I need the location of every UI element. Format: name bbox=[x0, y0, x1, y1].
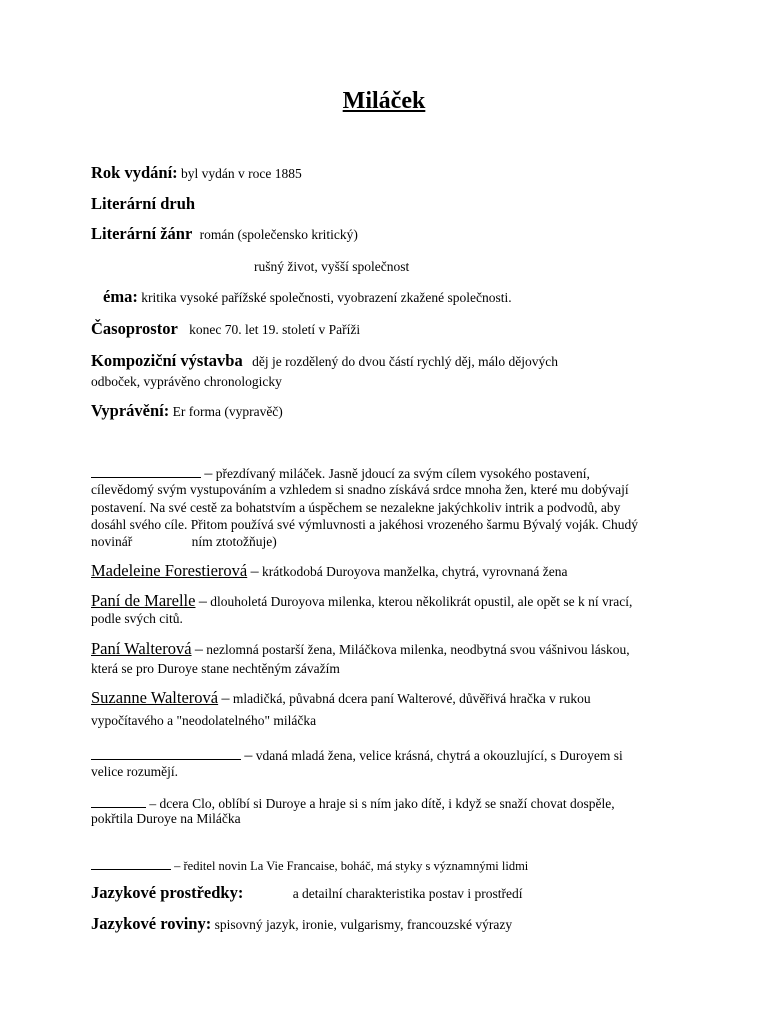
blank-line bbox=[91, 463, 201, 478]
marelle-desc-1: dlouholetá Duroyova milenka, kterou několikrát opustil, ale opět se k ní vrací, bbox=[210, 594, 633, 609]
casoprostor-label: Časoprostor bbox=[91, 319, 178, 338]
blank2-desc-2: velice rozumějí. bbox=[91, 764, 178, 779]
roviny-value: spisovný jazyk, ironie, vulgarismy, francouzské výrazy bbox=[214, 917, 513, 932]
literarni-druh-row bbox=[91, 195, 195, 214]
literarni-zanr-value: román (společensko kritický) bbox=[199, 227, 358, 242]
blank-line bbox=[91, 793, 146, 808]
madeleine-desc: krátkodobá Duroyova manželka, chytrá, vyrovnaná žena bbox=[261, 564, 568, 579]
page-title: Miláček bbox=[342, 88, 426, 114]
duroy-line-4: dosáhl svého cíle. Přitom používá své výmluvnosti a jakéhosi vrozeného šarmu Bývalý voják. Chudý bbox=[91, 517, 639, 532]
duroy-line-1-row bbox=[91, 463, 590, 483]
dash: – bbox=[244, 747, 253, 764]
blank4-desc: – ředitel novin La Vie Francaise, boháč, má styky s významnými lidmi bbox=[174, 859, 529, 873]
tema-value: kritika vysoké pařížské společnosti, vyobrazení zkažené společnosti. bbox=[141, 290, 512, 305]
vypraveni-label: Vyprávění: bbox=[91, 401, 170, 420]
walterova-desc-2: která se pro Duroye stane nechtěným závažím bbox=[91, 661, 340, 676]
prostredky-row bbox=[91, 884, 522, 903]
tema-row bbox=[103, 288, 512, 307]
casoprostor-row bbox=[91, 320, 360, 339]
dash: – bbox=[198, 593, 207, 610]
blank2-desc-1: vdaná mladá žena, velice krásná, chytrá a okouzlující, s Duroyem si bbox=[255, 748, 623, 763]
roviny-label: Jazykové roviny: bbox=[91, 914, 212, 933]
vypraveni-value: Er forma (vypravěč) bbox=[172, 404, 283, 419]
blank2-row bbox=[91, 745, 623, 765]
duroy-line-1: přezdívaný miláček. Jasně jdoucí za svým cílem vysokého postavení, bbox=[215, 466, 590, 481]
rok-vydani-value: byl vydán v roce 1885 bbox=[181, 166, 302, 181]
marelle-desc-2: podle svých citů. bbox=[91, 611, 183, 626]
kompozice-label: Kompoziční výstavba bbox=[91, 351, 243, 370]
madeleine-row bbox=[91, 562, 567, 581]
roviny-row bbox=[91, 915, 512, 934]
kompozice-value-1: děj je rozdělený do dvou částí rychlý děj, málo dějových bbox=[252, 354, 558, 369]
literarni-zanr-row bbox=[91, 225, 358, 244]
madeleine-name: Madeleine Forestierová bbox=[91, 561, 248, 580]
duroy-line-5b: ním ztotožňuje) bbox=[191, 534, 277, 549]
suzanne-desc-2: vypočítavého a "neodolatelného" miláčka bbox=[91, 713, 317, 728]
blank-line bbox=[91, 855, 171, 870]
literarni-druh-label: Literární druh bbox=[91, 194, 196, 213]
rok-vydani-row bbox=[91, 164, 302, 183]
walterova-desc-1: nezlomná postarší žena, Miláčkova milenka, neodbytná svou vášnivou láskou, bbox=[206, 642, 630, 657]
literarni-zanr-label: Literární žánr bbox=[91, 224, 193, 243]
dash: – bbox=[221, 690, 230, 707]
suzanne-desc-1: mladičká, půvabná dcera paní Walterové, důvěřivá hračka v rukou bbox=[232, 691, 591, 706]
fragment-text: rušný život, vyšší společnost bbox=[254, 259, 410, 274]
marelle-row bbox=[91, 592, 632, 611]
vypraveni-row bbox=[91, 402, 283, 421]
dash: – bbox=[194, 641, 203, 658]
casoprostor-value: konec 70. let 19. století v Paříži bbox=[189, 322, 361, 337]
blank3-desc-2: pokřtila Duroye na Miláčka bbox=[91, 811, 241, 826]
dash: – bbox=[250, 563, 259, 580]
rok-vydani-label: Rok vydání: bbox=[91, 163, 178, 182]
walterova-row bbox=[91, 640, 630, 659]
walterova-name: Paní Walterová bbox=[91, 639, 192, 658]
blank4-row bbox=[91, 855, 528, 875]
blank3-desc-1: – dcera Clo, oblíbí si Duroye a hraje si s ním jako dítě, i když se snaží chovat dospěle, bbox=[149, 796, 615, 811]
suzanne-name: Suzanne Walterová bbox=[91, 688, 219, 707]
kompozice-value-2: odboček, vyprávěno chronologicky bbox=[91, 374, 282, 389]
dash: – bbox=[204, 465, 213, 482]
duroy-line-3: postavení. Na své cestě za bohatstvím a úspěchem se nezalekne jakýchkoliv intrik a podvodů, aby bbox=[91, 500, 621, 515]
suzanne-row bbox=[91, 689, 591, 708]
prostredky-label: Jazykové prostředky: bbox=[91, 883, 244, 902]
duroy-line-5a: novinář bbox=[91, 534, 133, 549]
duroy-line-2: cílevědomý svým vystupováním a vzhledem si snadno získává srdce mnoha žen, které mu dobývají bbox=[91, 482, 629, 497]
tema-label: éma: bbox=[103, 287, 138, 306]
duroy-line-5-row bbox=[91, 533, 277, 551]
kompozice-row bbox=[91, 352, 558, 371]
blank-line bbox=[91, 745, 241, 760]
prostredky-value: a detailní charakteristika postav i prostředí bbox=[292, 886, 523, 901]
marelle-name: Paní de Marelle bbox=[91, 591, 196, 610]
